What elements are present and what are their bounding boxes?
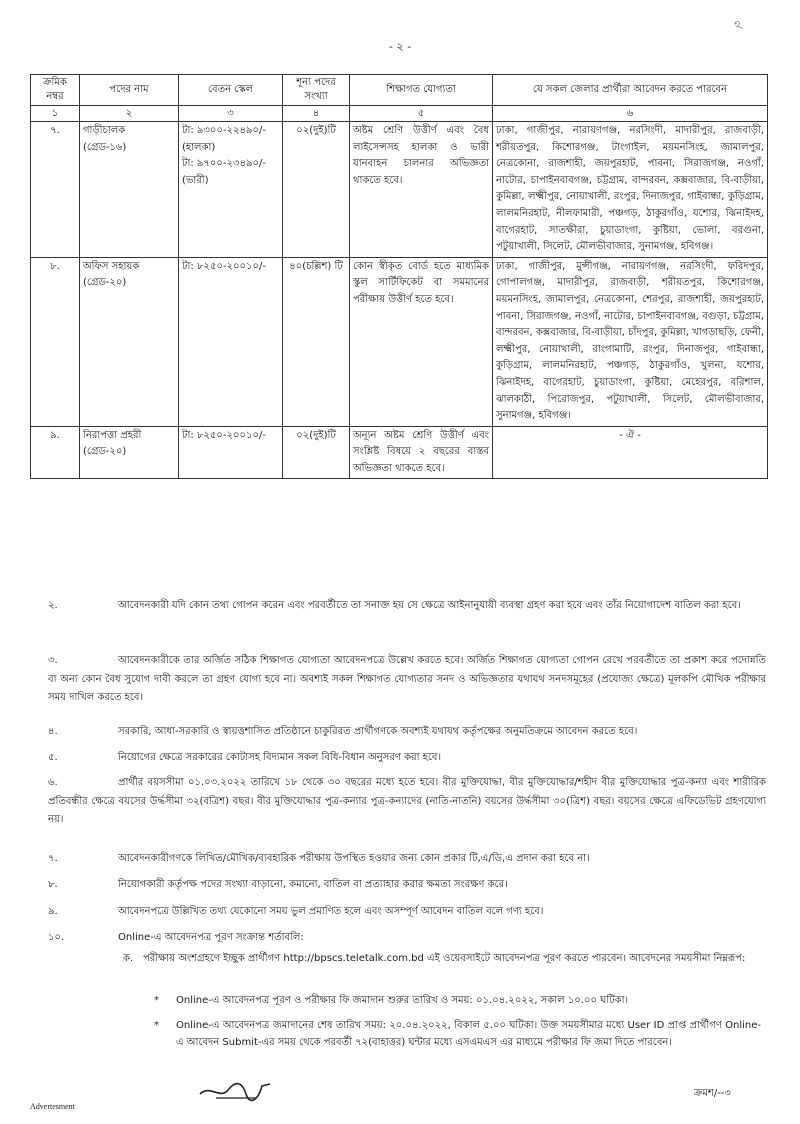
header-qualification: শিক্ষাগত যোগ্যতা [350,75,493,106]
clause-9 [48,903,766,922]
clause-4 [48,723,766,742]
row-post-name: নিরাপত্তা প্রহরী (গ্রেড-২০) [80,426,179,479]
row-post-name: গাড়ীচালক (গ্রেড-১৬) [80,122,179,258]
clause-text: আবেদনকারীকে তার অর্জিত সঠিক শিক্ষাগত যোগ্যতা আবেদনপত্রে উল্লেখ করতে হবে। অর্জিত শিক্ষাগত যোগ্যতা গোপন রেখে পরবর্তীতে তা প্রকাশ করে পদোন্নতি বা অন্য কোন বৈধ সুযোগ দাবী করলে তা গ্রহণ যোগ্য হবে না। অবশ্যই সকল শিক্ষাগত যোগ্যতার সনদ ও অভিজ্ঞতার যথাযথ সনদসমূহের (প্রযোজ্য ক্ষেত্রে) মূলকপি মৌখিক পরীক্ষার সময় দাখিল করতে হবে। [48,655,766,703]
signature-icon [196,1078,276,1104]
bullet-text: Online-এ আবেদনপত্র জমাদানের শেষ তারিখ সময়: ২০.০৪.২০২২, বিকাল ৫.০০ ঘটিকা। উক্ত সময়সীমার মধ্যে User ID প্রাপ্ত প্রার্থীগণ Online-এ আবেদন Submit-এর সময় থেকে পরবর্তী ৭২(বাহাত্তর) ঘন্টার মধ্যে এসএমএস এর মাধ্যমে পরীক্ষার ফি জমা দিতে পারবেন। [176,1020,761,1048]
row-pay-scale: টা: ৮২৫০-২০০১০/- [179,426,283,479]
header-post-name: পদের নাম [80,75,179,106]
clause-number: ৭. [48,853,58,864]
clause-3 [48,652,766,708]
row-serial: ৮. [31,257,80,426]
table-header-row [31,75,768,106]
index-cell: ৬ [493,106,768,122]
clause-number: ১০. [48,932,65,943]
index-cell: ৪ [283,106,350,122]
header-vacancy: শূন্য পদের সংখ্যা [283,75,350,106]
sub-clause-number: ক. [123,953,134,964]
row-qualification: কোন স্বীকৃত বোর্ড হতে মাধ্যমিক স্কুল সার্টিফিকেট বা সমমানের পরীক্ষায় উত্তীর্ণ হতে হবে। [350,257,493,426]
row-post-name: অফিস সহায়ক (গ্রেড-২০) [80,257,179,426]
vacancy-table [30,74,768,479]
bullet-star: * [154,1020,159,1031]
bullet-end-date [154,1018,761,1051]
footer-label: Advertesment [30,1102,75,1111]
row-vacancy: ০২(দুই)টি [283,426,350,479]
clause-number: ৮. [48,879,58,890]
bullet-start-date [154,993,761,1010]
table-index-row [31,106,768,122]
row-qualification: অষ্টম শ্রেণি উত্তীর্ণ এবং বৈধ লাইসেন্সসহ হালকা ও ভারী যানবাহন চালনার অভিজ্ঞতা থাকতে হবে। [350,122,493,258]
row-serial: ৭. [31,122,80,258]
row-serial: ৯. [31,426,80,479]
index-cell: ১ [31,106,80,122]
row-districts: ঢাকা, গাজীপুর, মুন্সীগঞ্জ, নারায়ণগঞ্জ, নরসিংদী, ফরিদপুর, গোপালগঞ্জ, মাদারীপুর, রাজবাড়ী, শরীয়তপুর, কিশোরগঞ্জ, ময়মনসিংহ, জামালপুর, নেত্রকোনা, শেরপুর, রাজশাহী, জয়পুরহাট, পাবনা, সিরাজগঞ্জ, নওগাঁ, নাটোর, চাপাইনবাবগঞ্জ, বগুড়া, চট্টগ্রাম, বান্দরবন, কক্সবাজার, বি-বাড়ীয়া, চাঁদপুর, কুমিল্লা, খাগড়াছড়ি, ফেনী, লক্ষ্মীপুর, নোয়াখালী, রাংগামাটি, রংপুর, দিনাজপুর, গাইবান্ধা, কুড়িগ্রাম, লালমনিরহাট, পঞ্চগড়, ঠাকুরগাঁও, খুলনা, যশোর, ঝিনাইদহ, বাগেরহাট, চুয়াডাংগা, কুষ্টিয়া, মেহেরপুর, বরিশাল, ঝালকাঠী, পিরোজপুর, পটুয়াখালী, সিলেট, মৌলভীবাজার, সুনামগঞ্জ, হবিগঞ্জ। [493,257,768,426]
index-cell: ২ [80,106,179,122]
corner-handwritten-mark: ঽ [732,17,746,35]
row-vacancy: ৪০(চল্লিশ) টি [283,257,350,426]
clause-7 [48,850,766,869]
row-qualification: অন্যূন অষ্টম শ্রেণি উত্তীর্ণ এবং সংশ্লিষ্ট বিষয়ে ২ বছরের বাস্তব অভিজ্ঞতা থাকতে হবে। [350,426,493,479]
clause-5 [48,749,766,768]
clause-text: নিয়োগকারী কর্তৃপক্ষ পদের সংখ্যা বাড়ানো, কমানো, বাতিল বা প্রত্যাহার করার ক্ষমতা সংরক্ষণ করে। [118,879,508,890]
header-serial: ক্রমিক নম্বর [31,75,80,106]
clause-2 [48,597,766,616]
table-row [31,257,768,426]
row-districts: - ঐ - [493,426,768,479]
table-row [31,426,768,479]
row-districts: ঢাকা, গাজীপুর, নারায়ণগঞ্জ, নরসিংদী, মাদারীপুর, রাজবাড়ী, শরীয়তপুর, কিশোরগঞ্জ, টাংগাইল, ময়মনসিংহ, জামালপুর, নেত্রকোনা, রাজশাহী, জয়পুরহাট, পাবনা, সিরাজগঞ্জ, নওগাঁ, নাটোর, চাপাইনবাবগঞ্জ, চট্টগ্রাম, বান্দরবন, কক্সবাজার, বি-বাড়ীয়া, কুমিল্লা, লক্ষ্মীপুর, নোয়াখালী, রংপুর, দিনাজপুর, গাইবান্ধা, কুড়িগ্রাম, লালমনিরহাট, নীলফামারী, পঞ্চগড়, ঠাকুরগাঁও, যশোর, ঝিনাইদহ, বাগেরহাট, সাতক্ষীরা, চুয়াডাংগা, কুষ্টিয়া, ভোলা, বরগুনা, পটুয়াখালী, সিলেট, মৌলভীবাজার, সুনামগঞ্জ, হবিগঞ্জ। [493,122,768,258]
index-cell: ৩ [179,106,283,122]
clause-number: ৫. [48,752,58,763]
clause-number: ৬. [48,777,58,788]
clause-6 [48,774,766,830]
clause-text: প্রার্থীর বয়সসীমা ০১.০৩.২০২২ তারিখে ১৮ থেকে ৩০ বছরের মধ্যে হতে হবে। বীর মুক্তিযোদ্ধা, বীর মুক্তিযোদ্ধার/শহীদ বীর মুক্তিযোদ্ধার পুত্র-কন্যা এবং শারীরিক প্রতিবন্ধীর ক্ষেত্রে বয়সের উর্দ্ধসীমা ৩২(বত্রিশ) বছর। বীর মুক্তিযোদ্ধার পুত্র-কন্যার পুত্র-কন্যাদের (নাতি-নাতনি) বয়সের উর্দ্ধসীমা ৩০(ত্রিশ) বছর। বয়সের ক্ষেত্রে এফিডেভিট গ্রহণযোগ্য নয়। [48,777,766,825]
clause-number: ৩. [48,655,58,666]
clause-8 [48,876,766,895]
header-pay-scale: বেতন স্কেল [179,75,283,106]
clause-text: সরকারি, আধা-সরকারি ও স্বায়ত্তশাসিত প্রতিষ্ঠানে চাকুরিরত প্রার্থীগণকে অবশ্যই যথাযথ কর্তৃপক্ষের অনুমতিক্রমে আবেদন করতে হবে। [118,726,638,737]
clause-text: আবেদনকারীগণকে লিখিত/মৌখিক/ব্যবহারিক পরীক্ষায় উপস্থিত হওয়ার জন্য কোন প্রকার টি,এ/ডি,এ প্রদান করা হবে না। [118,853,590,864]
clause-text: Online-এ আবেদনপত্র পূরণ সংক্রান্ত শর্তাবলি: [118,932,304,943]
clause-text: আবেদনকারী যদি কোন তথ্য গোপন করেন এবং পরবর্তীতে তা সনাক্ত হয় সে ক্ষেত্রে আইনানুযায়ী ব্যবস্থা গ্রহণ করা হবে এবং তাঁর নিয়োগাদেশ বাতিল করা হবে। [118,600,741,611]
clause-text: আবেদনপত্রে উল্লিখিত তথ্য যেকোনো সময় ভুল প্রমাণিত হলে এবং অসম্পূর্ণ আবেদন বাতিল বলে গণ্য হবে। [118,906,544,917]
header-districts: যে সকল জেলার প্রার্থীরা আবেদন করতে পারবেন [493,75,768,106]
clause-number: ৯. [48,906,58,917]
row-pay-scale: টা: ৮২৫০-২০০১০/- [179,257,283,426]
clause-number: ২. [48,600,58,611]
table-row [31,122,768,258]
bullet-star: * [154,995,159,1006]
sub-clause-ka [123,950,763,967]
continuation-mark: ক্রমশ/--৩ [694,1088,731,1099]
sub-clause-text: পরীক্ষায় অংশগ্রহণে ইচ্ছুক প্রার্থীগণ http://bpscs.teletalk.com.bd এই ওয়েবসাইটে আবেদনপত্র পূরণ করতে পারবেন। আবেদনের সময়সীমা নিম্নরূপ: [143,953,746,964]
clause-number: ৪. [48,726,58,737]
row-pay-scale: টা: ৯৩০০-২২৪৯০/- (হালকা) টা: ৯৭০০-২৩৪৯০/- (ভারী) [179,122,283,258]
clause-10 [48,929,766,948]
bullet-text: Online-এ আবেদনপত্র পূরণ ও পরীক্ষার ফি জমাদান শুরুর তারিখ ও সময়: ০১.০৪.২০২২, সকাল ১০.০০ ঘটিকা। [176,995,629,1006]
index-cell: ৫ [350,106,493,122]
row-vacancy: ০২(দুই)টি [283,122,350,258]
clause-text: নিয়োগের ক্ষেত্রে সরকারের কোটাসহ বিদ্যমান সকল বিধি-বিধান অনুসরণ করা হবে। [118,752,442,763]
page-number: - ২ - [388,40,412,53]
